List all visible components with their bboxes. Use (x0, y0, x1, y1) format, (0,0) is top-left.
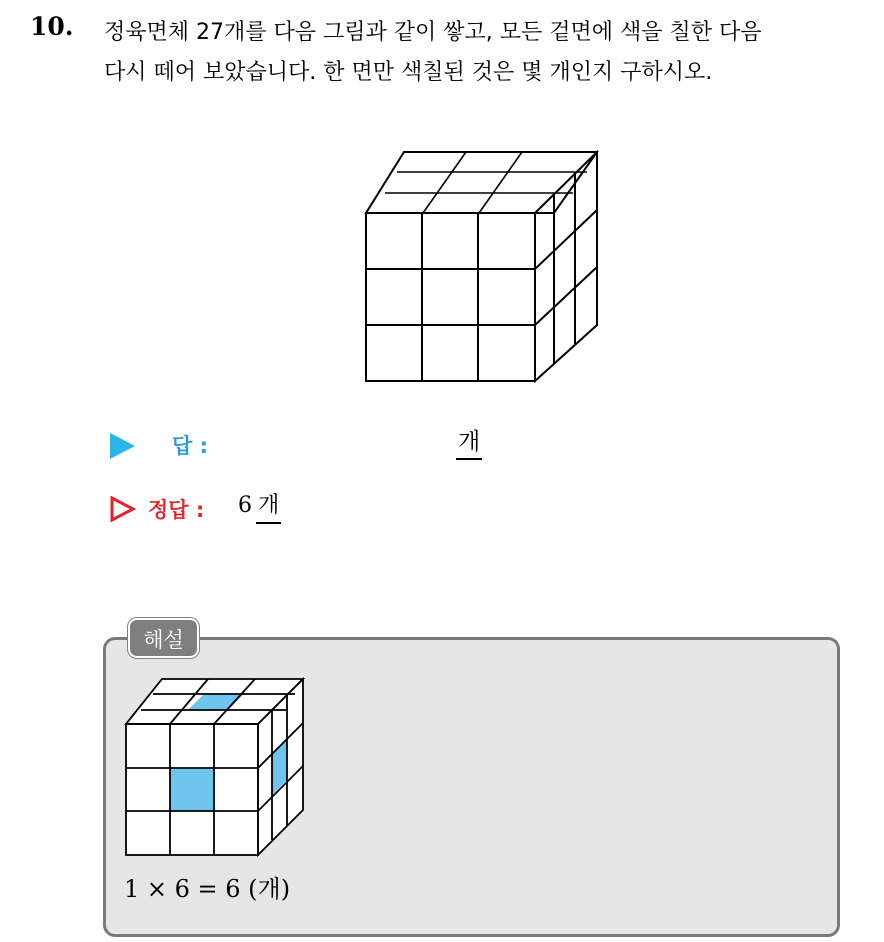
question-number: 10. (30, 12, 74, 41)
correct-answer-value: 6 (238, 493, 252, 518)
question-text-line-2: 다시 떼어 보았습니다. 한 면만 색칠된 것은 몇 개인지 구하시오. (104, 60, 713, 85)
correct-answer-label: 정답 : (148, 498, 205, 522)
question-text-line-1: 정육면체 27개를 다음 그림과 같이 쌓고, 모든 겉면에 색을 칠한 다음 (104, 20, 762, 45)
correct-answer-unit: 개 (256, 492, 281, 524)
explanation-tab: 해설 (128, 618, 199, 658)
answer-blank-unit[interactable]: 개 (456, 428, 482, 460)
answer-label: 답 : (172, 434, 208, 458)
highlight-front-center (170, 768, 214, 811)
explanation-formula: 1 × 6 = 6 (개) (124, 875, 291, 903)
